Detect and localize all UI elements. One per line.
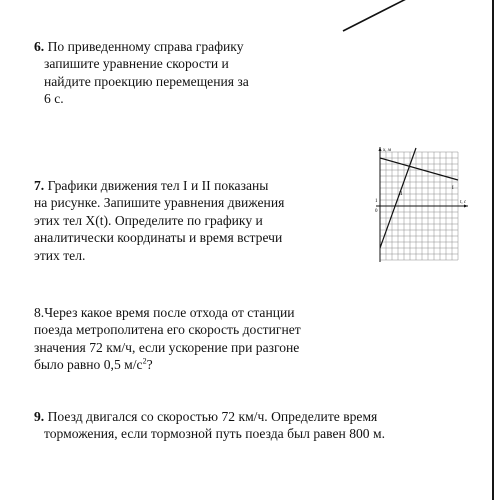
task-8 (34, 304, 301, 374)
task-7-line-4: аналитически координаты и время встречи (34, 230, 283, 246)
task-9 (34, 408, 385, 443)
scan-diagonal-line (0, 0, 500, 40)
series-I-line (380, 158, 458, 180)
task-9-line-2: торможения, если тормозной путь поезда был равен 800 м. (44, 426, 385, 442)
task-9-line-1: Поезд двигался со скоростью 72 км/ч. Определите время (47, 409, 378, 424)
task-8-superscript: 2 (142, 356, 147, 366)
task-6 (34, 38, 249, 108)
series-II-label: II (399, 192, 403, 197)
task-7-number: 7. (34, 178, 45, 193)
task-6-line-4: 6 с. (44, 91, 64, 107)
task-6-line-2: запишите уравнение скорости и (44, 56, 229, 72)
task-6-line-1: По приведенному справа графику (47, 39, 244, 54)
task-6-number: 6. (34, 39, 45, 54)
task-8-line-4: было равно 0,5 м/с (34, 357, 143, 373)
task-7-line-2: на рисунке. Запишите уравнения движения (34, 195, 285, 211)
task-7 (34, 177, 284, 264)
page-border-right (492, 0, 494, 500)
task-7-line-1: Графики движения тел I и II показаны (47, 178, 269, 193)
task-8-line-1: Через какое время после отхода от станции (44, 305, 295, 320)
y-axis-label: x, м (383, 148, 391, 153)
task-8-line-3: значения 72 км/ч, если ускорение при разгоне (34, 339, 300, 355)
origin-label: 0 (375, 209, 378, 214)
task-8-tail: ? (146, 357, 153, 373)
y-axis-arrow-icon (379, 147, 382, 151)
series-I-label: I (452, 186, 454, 191)
task-7-line-5: этих тел. (34, 247, 86, 263)
task-9-number: 9. (34, 409, 45, 424)
motion-graph (372, 144, 472, 264)
x-axis-label: t, c (460, 200, 467, 205)
task-7-line-3: этих тел X(t). Определите по графику и (34, 212, 263, 228)
task-8-number: 8. (34, 305, 45, 320)
y-tick-label: 1 (375, 199, 378, 204)
task-8-line-2: поезда метрополитена его скорость достигнет (34, 322, 301, 338)
task-6-line-3: найдите проекцию перемещения за (44, 73, 249, 89)
